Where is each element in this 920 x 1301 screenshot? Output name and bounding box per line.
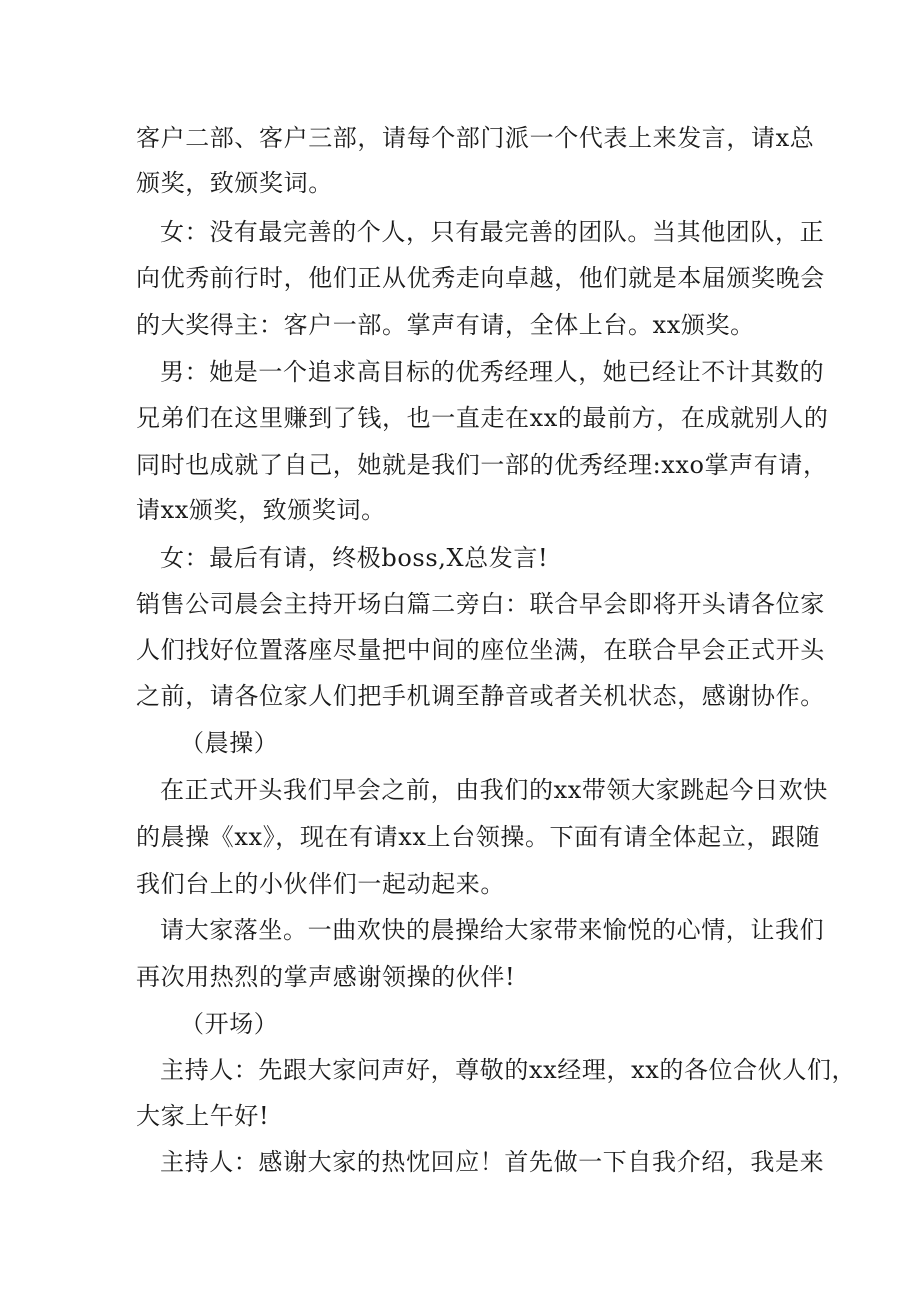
text-line: 在正式开头我们早会之前，由我们的xx带领大家跳起今日欢快 [160, 776, 828, 804]
text-line: 颁奖，致颁奖词。 [136, 169, 333, 197]
text-line: 我们台上的小伙伴们一起动起来。 [136, 870, 505, 898]
text-line: 女：最后有请，终极boss,X总发言! [160, 544, 549, 572]
text-line: 再次用热烈的掌声感谢领操的伙伴! [136, 963, 516, 991]
text-line: 请xx颁奖，致颁奖词。 [136, 496, 386, 524]
text-line: 同时也成就了自己，她就是我们一部的优秀经理:xxo掌声有请， [136, 451, 828, 479]
text-line: 女：没有最完善的个人，只有最完善的团队。当其他团队，正 [160, 218, 825, 246]
text-line: 向优秀前行时，他们正从优秀走向卓越，他们就是本届颁奖晚会 [136, 264, 825, 292]
text-line: 销售公司晨会主持开场白篇二旁白：联合早会即将开头请各位家 [136, 590, 825, 618]
text-line: 的大奖得主：客户一部。掌声有请，全体上台。xx颁奖。 [136, 311, 755, 339]
text-line: 请大家落坐。一曲欢快的晨操给大家带来愉悦的心情，让我们 [160, 916, 825, 944]
text-line: 的晨操《xx》，现在有请xx上台领操。下面有请全体起立，跟随 [136, 823, 821, 851]
text-line: 主持人：先跟大家问声好，尊敬的xx经理，xx的各位合伙人们， [160, 1056, 857, 1084]
text-line: 主持人：感谢大家的热忱回应！首先做一下自我介绍，我是来 [160, 1148, 825, 1176]
text-line: 客户二部、客户三部，请每个部门派一个代表上来发言，请x总 [136, 124, 815, 152]
text-line: 之前，请各位家人们把手机调至静音或者关机状态，感谢协作。 [136, 682, 825, 710]
section-heading: （开场） [180, 1010, 279, 1038]
section-heading: （晨操） [180, 729, 279, 757]
text-line: 男：她是一个追求高目标的优秀经理人，她已经让不计其数的 [160, 358, 825, 386]
text-line: 大家上午好! [136, 1102, 270, 1130]
text-line: 兄弟们在这里赚到了钱，也一直走在xx的最前方，在成就别人的 [136, 404, 829, 432]
text-line: 人们找好位置落座尽量把中间的座位坐满，在联合早会正式开头 [136, 636, 825, 664]
